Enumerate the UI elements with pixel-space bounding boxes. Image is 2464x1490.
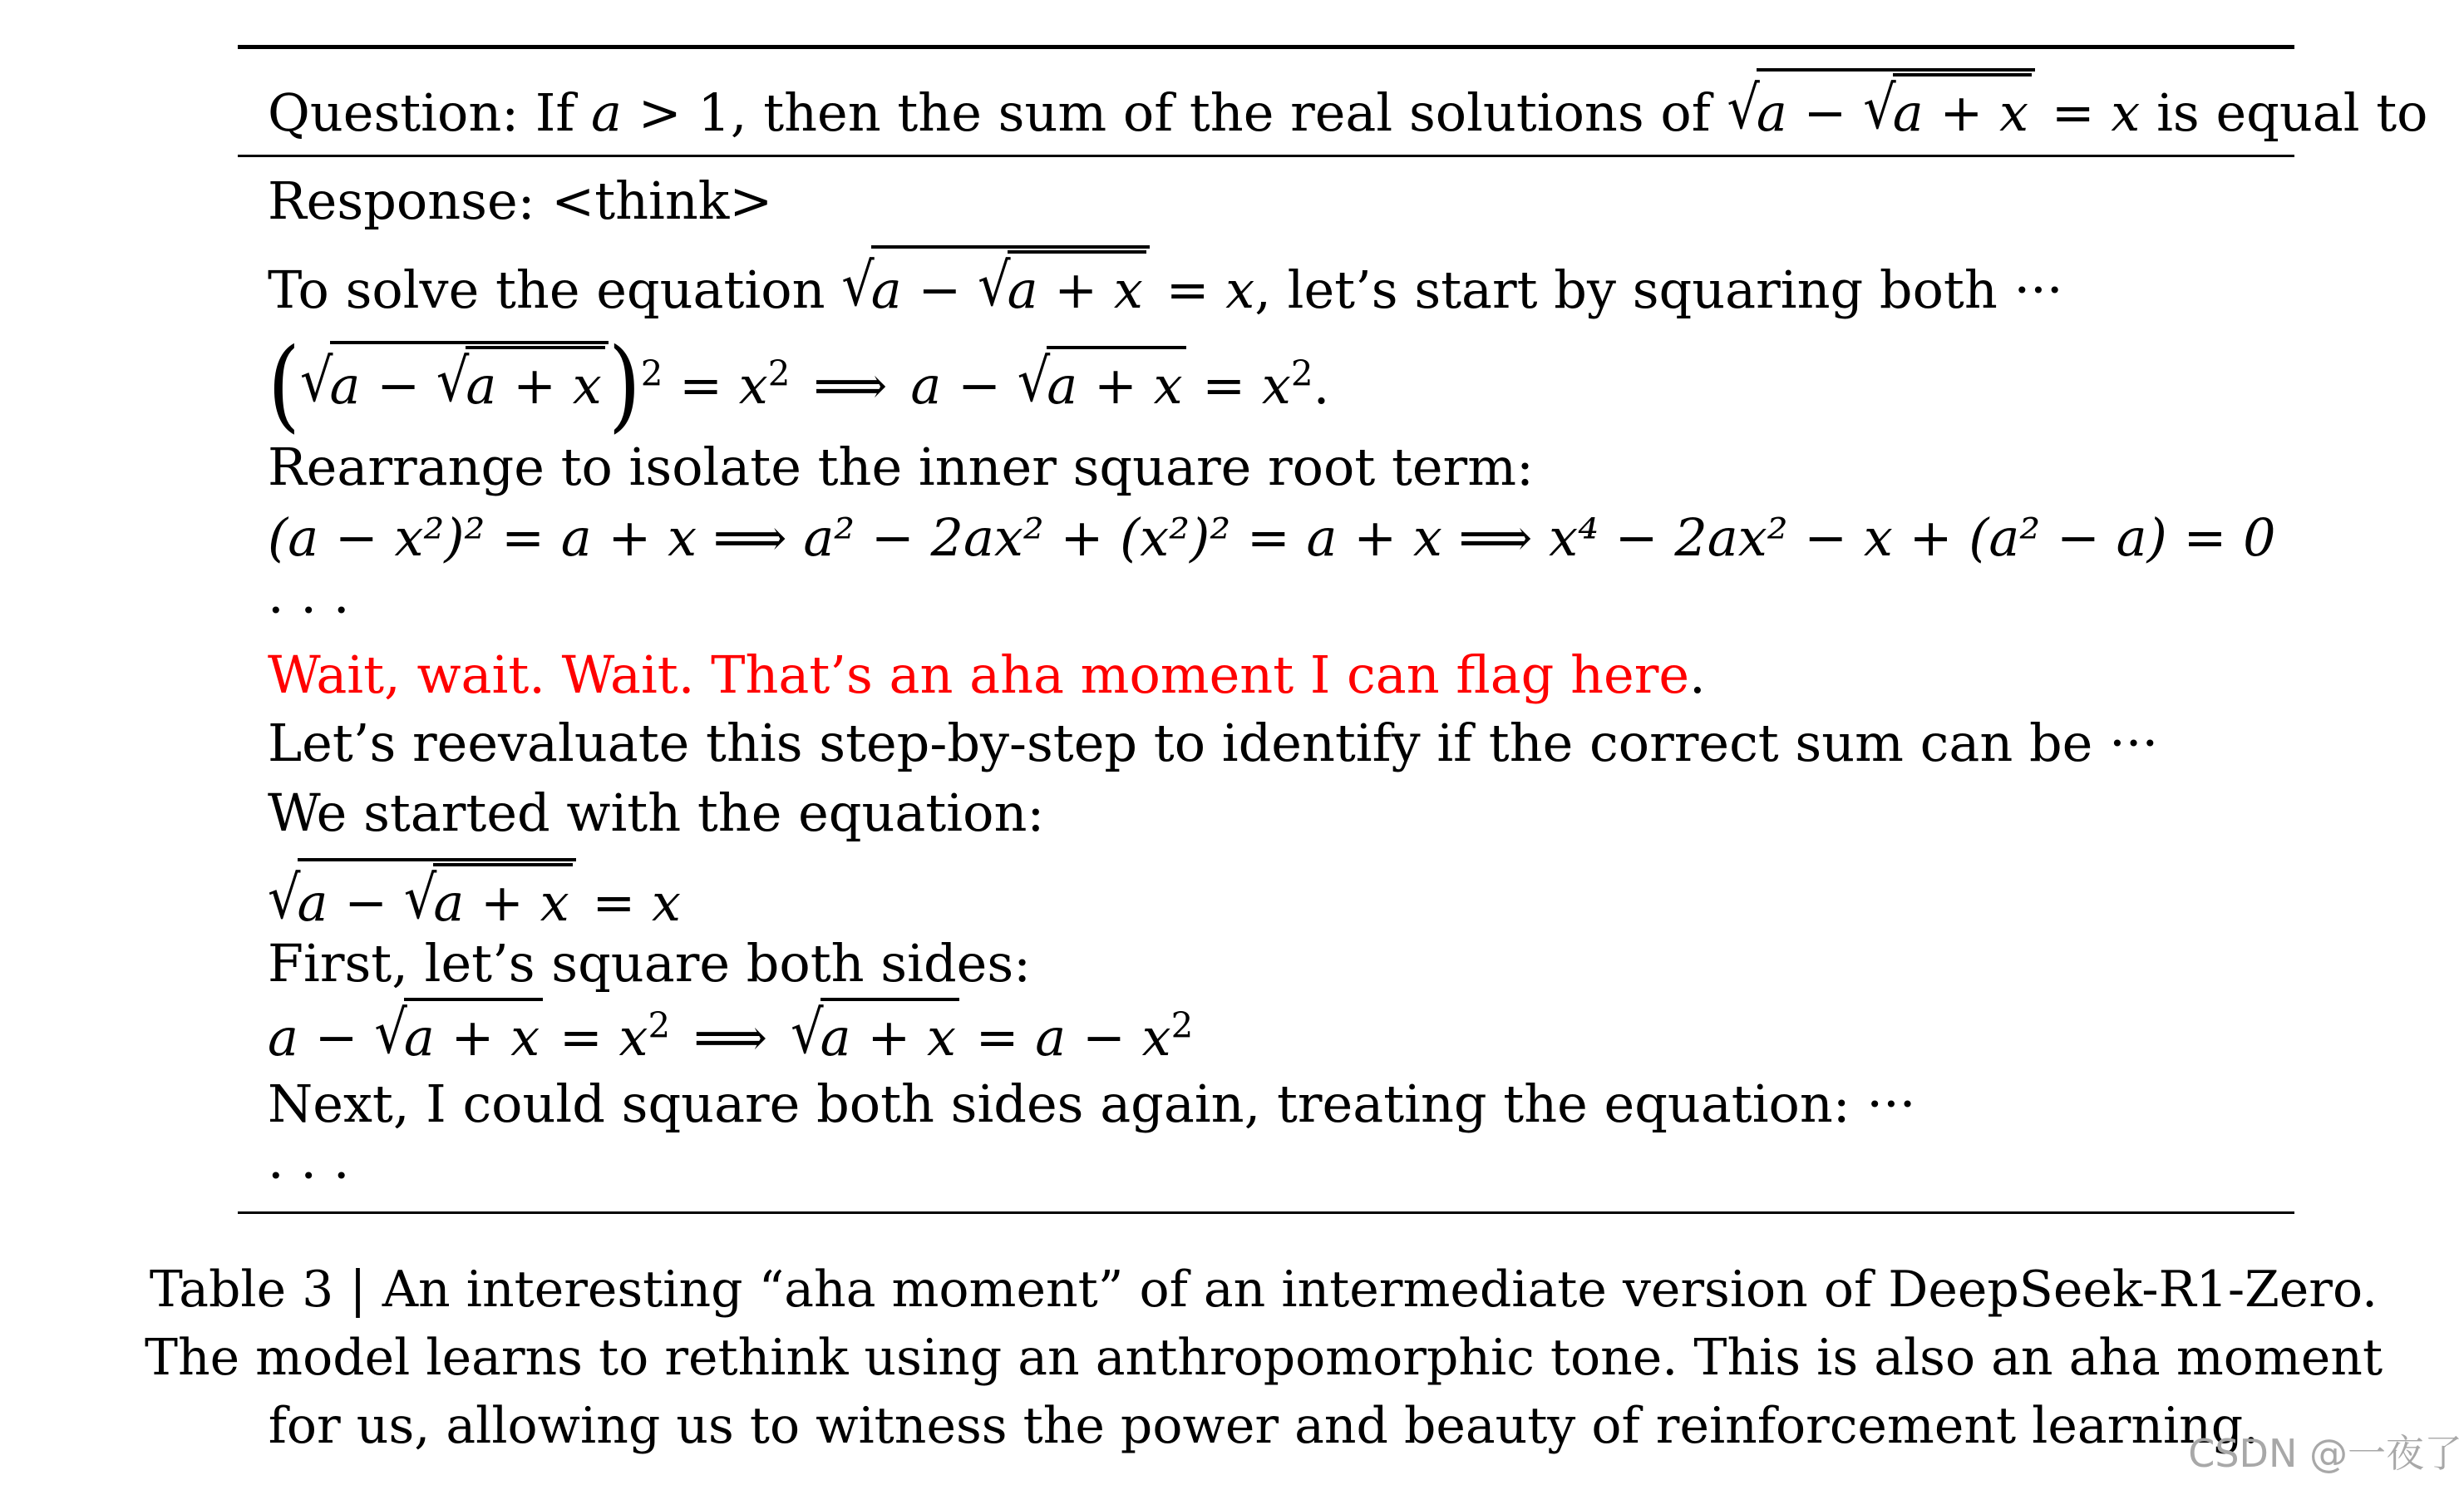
rearrange-line: Rearrange to isolate the inner square root term: <box>268 437 1534 497</box>
question-sqrt: √a − √a + x <box>1727 68 2035 148</box>
aha-line: Wait, wait. Wait. That’s an aha moment I can flag here. <box>268 644 1706 705</box>
next-line: Next, I could square both sides again, treating the equation: ··· <box>268 1073 1916 1134</box>
ellipsis-1: · · · <box>268 580 350 640</box>
aha-highlight: Wait, wait. Wait. That’s an aha moment I can flag here <box>268 644 1690 705</box>
solve-intro-line: To solve the equation √a − √a + x = x, let’s start by squaring both ··· <box>268 245 2063 315</box>
table-bottom-rule <box>238 1211 2294 1214</box>
question-line: Question: If a > 1, then the sum of the real solutions of √a − √a + x = x is equal to <box>268 68 2428 138</box>
started-line: We started with the equation: <box>268 782 1045 843</box>
squared-equation: $(√a - √a + x)^2 = x^2$ ⟹ $a - √a + x = x^2$. <box>268 326 1330 443</box>
first-square-equation: $a - √a + x = x^2$ ⟹ $√a + x = a - x^2$ <box>268 998 1193 1068</box>
table-caption: Table 3 | An interesting “aha moment” of an intermediate version of DeepSeek-R1-Zero. The model learns to rethink using an anthropomorphic tone. This is also an aha moment for us, allowing us to witness the power and beauty of reinforcement learning. <box>144 1261 2383 1455</box>
restated-equation: √a − √a + x = x <box>268 858 681 928</box>
reevaluate-line: Let’s reevaluate this step-by-step to identify if the correct sum can be ··· <box>268 713 2159 773</box>
polynomial-line: (a − x²)² = a + x ⟹ a² − 2ax² + (x²)² = a + x ⟹ x⁴ − 2ax² − x + (a² − a) = 0 <box>268 507 2276 568</box>
first-square-line: First, let’s square both sides: <box>268 933 1032 994</box>
response-start: Response: <think> <box>268 170 773 231</box>
ellipsis-2: · · · <box>268 1145 350 1206</box>
watermark: CSDN @一夜了 <box>2188 1431 2462 1476</box>
question-label: Question: If <box>268 82 592 143</box>
table-header-rule <box>238 155 2294 157</box>
table-top-rule <box>238 45 2294 49</box>
